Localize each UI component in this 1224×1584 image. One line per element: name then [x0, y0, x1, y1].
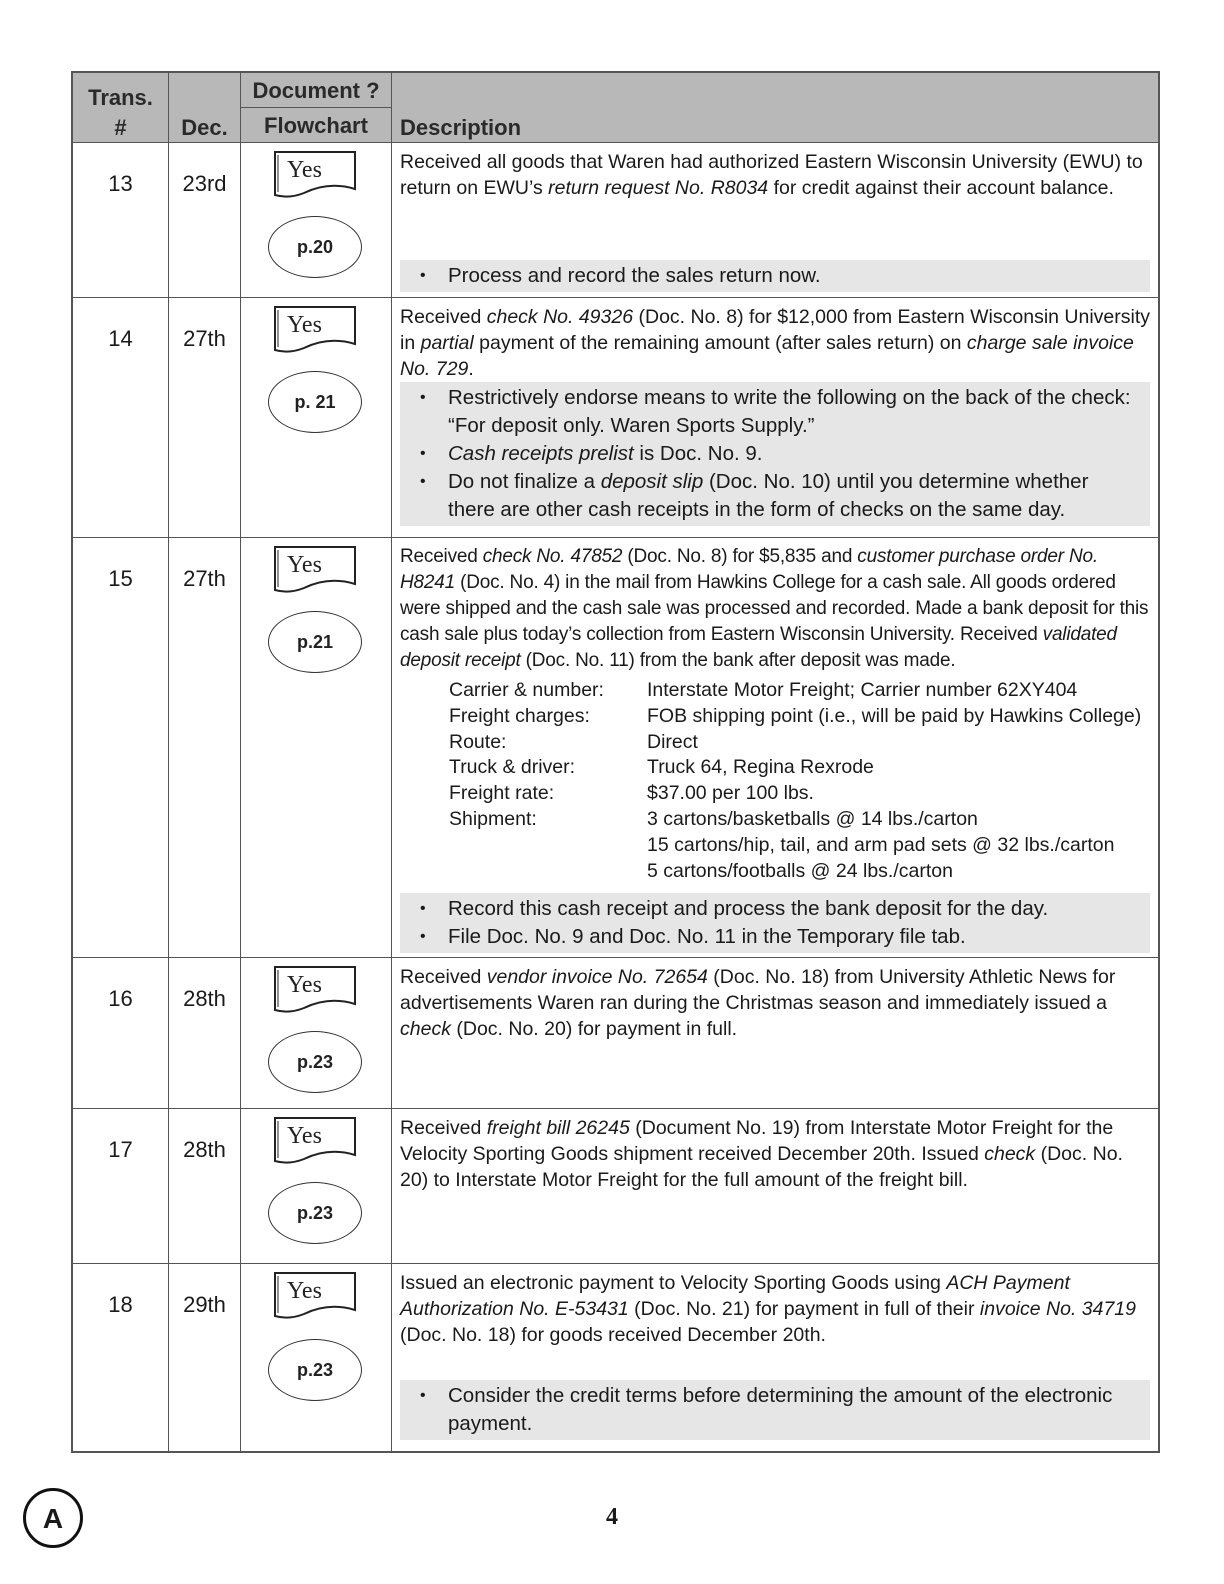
shipping-label: [449, 859, 647, 885]
instruction-item: • Do not finalize a deposit slip (Doc. No. 10) until you determine whether there are other cash receipts in the form of checks on the same day.: [448, 468, 1140, 524]
description-text: Received check No. 47852 (Doc. No. 8) for $5,835 and customer purchase order No. H8241 (Doc. No. 4) in the mail from Hawkins College for a cash sale. All goods ordered were shipped and the cash sale was processed and recorded. Made a bank deposit for this cash sale plus today’s collection from Eastern Wisconsin University. Received validated deposit receipt (Doc. No. 11) from the bank after deposit was made.: [400, 546, 1149, 671]
shipping-row: [449, 755, 1141, 781]
section-badge: A: [23, 1488, 83, 1548]
instruction-notes: [400, 1380, 1150, 1440]
trans-number: 14: [108, 326, 133, 351]
shipping-value: Interstate Motor Freight; Carrier number 62XY404: [647, 679, 1078, 701]
document-icon: [274, 1272, 356, 1320]
flowchart-page-link[interactable]: p.23: [268, 1182, 362, 1244]
shipping-row: [449, 807, 1141, 833]
shipping-details: [449, 678, 1141, 884]
trans-number: 13: [108, 171, 133, 196]
shipping-value: 3 cartons/basketballs @ 14 lbs./carton: [647, 807, 978, 830]
shipping-label: Freight charges:: [449, 704, 590, 727]
trans-number: 15: [108, 566, 133, 591]
instruction-item: • Consider the credit terms before determining the amount of the electronic payment.: [448, 1382, 1140, 1438]
description-text: Issued an electronic payment to Velocity Sporting Goods using ACH Payment Authorization No. E-53431 (Doc. No. 21) for payment in full of their invoice No. 34719 (Doc. No. 18) for goods received December 20th.: [400, 1272, 1136, 1346]
table-header: [73, 73, 1158, 143]
description-text: Received freight bill 26245 (Document No. 19) from Interstate Motor Freight for the Velocity Sporting Goods shipment received December 20th. Issued check (Doc. No. 20) to Interstate Motor Freight for the full amount of the freight bill.: [400, 1117, 1123, 1191]
document-icon: [274, 1117, 356, 1165]
table-row: [73, 143, 1158, 298]
transactions-table: [71, 71, 1160, 1453]
table-row: [73, 298, 1158, 538]
instruction-notes: [400, 893, 1150, 953]
flowchart-page-link[interactable]: p.23: [268, 1339, 362, 1401]
table-row: [73, 1264, 1158, 1451]
shipping-label: Freight rate:: [449, 782, 555, 805]
instruction-notes: [400, 260, 1150, 292]
dec-date: 28th: [183, 986, 226, 1011]
instruction-item: • Process and record the sales return now.: [448, 262, 1140, 290]
trans-number: 18: [108, 1292, 133, 1317]
header-trans: Trans.: [88, 85, 153, 110]
header-dec: Dec.: [181, 115, 228, 140]
flowchart-page-link[interactable]: p.21: [268, 611, 362, 673]
shipping-row: [449, 704, 1141, 730]
instruction-notes: [400, 382, 1150, 526]
table-row: [73, 958, 1158, 1109]
shipping-label: Shipment:: [449, 807, 537, 830]
dec-date: 29th: [183, 1292, 226, 1317]
header-flowchart: Flowchart: [264, 113, 368, 138]
table-row: [73, 1109, 1158, 1264]
description-text: Received vendor invoice No. 72654 (Doc. No. 18) from University Athletic News for advertisements Waren ran during the Christmas season and immediately issued a check (Doc. No. 20) for payment in full.: [400, 966, 1116, 1040]
instruction-item: • Record this cash receipt and process the bank deposit for the day.: [448, 895, 1140, 923]
flowchart-page-link[interactable]: p.20: [268, 216, 362, 278]
shipping-value: 5 cartons/footballs @ 24 lbs./carton: [647, 859, 953, 882]
shipping-row: [449, 833, 1141, 859]
instruction-item: • Cash receipts prelist is Doc. No. 9.: [448, 440, 1140, 468]
page-number: 4: [606, 1504, 618, 1530]
flowchart-page-link[interactable]: p.23: [268, 1031, 362, 1093]
document-answer: Yes: [287, 1278, 322, 1304]
shipping-label: Truck & driver:: [449, 756, 576, 779]
dec-date: 23rd: [182, 171, 227, 196]
shipping-label: Route:: [449, 730, 507, 753]
document-icon: [274, 306, 356, 354]
header-trans-hash: #: [114, 115, 127, 140]
document-answer: Yes: [287, 157, 322, 183]
shipping-label: [449, 833, 647, 859]
shipping-value: 15 cartons/hip, tail, and arm pad sets @ 32 lbs./carton: [647, 833, 1115, 856]
shipping-row: [449, 730, 1141, 756]
dec-date: 28th: [183, 1137, 226, 1162]
shipping-value: Truck 64, Regina Rexrode: [647, 756, 874, 779]
dec-date: 27th: [183, 566, 226, 591]
header-document: Document ?: [241, 73, 391, 108]
trans-number: 17: [108, 1137, 133, 1162]
shipping-label: Carrier & number:: [449, 679, 604, 701]
shipping-row: [449, 859, 1141, 885]
shipping-value: FOB shipping point (i.e., will be paid by Hawkins College): [647, 704, 1142, 727]
instruction-item: • File Doc. No. 9 and Doc. No. 11 in the Temporary file tab.: [448, 923, 1140, 951]
table-row: [73, 538, 1158, 958]
instruction-item: • Restrictively endorse means to write the following on the back of the check: “For deposit only. Waren Sports Supply.”: [448, 384, 1140, 440]
document-answer: Yes: [287, 312, 322, 338]
document-answer: Yes: [287, 552, 322, 578]
flowchart-page-link[interactable]: p. 21: [268, 371, 362, 433]
shipping-row: [449, 678, 1141, 704]
shipping-row: [449, 781, 1141, 807]
document-answer: Yes: [287, 972, 322, 998]
trans-number: 16: [108, 986, 133, 1011]
description-text: Received all goods that Waren had authorized Eastern Wisconsin University (EWU) to return on EWU’s return request No. R8034 for credit against their account balance.: [400, 151, 1143, 199]
document-icon: [274, 546, 356, 594]
document-icon: [274, 151, 356, 199]
document-icon: [274, 966, 356, 1014]
shipping-value: Direct: [647, 730, 698, 753]
document-answer: Yes: [287, 1123, 322, 1149]
dec-date: 27th: [183, 326, 226, 351]
description-text: Received check No. 49326 (Doc. No. 8) for $12,000 from Eastern Wisconsin University in partial payment of the remaining amount (after sales return) on charge sale invoice No. 729.: [400, 306, 1151, 380]
shipping-value: $37.00 per 100 lbs.: [647, 782, 814, 805]
header-description: Description: [400, 115, 522, 140]
